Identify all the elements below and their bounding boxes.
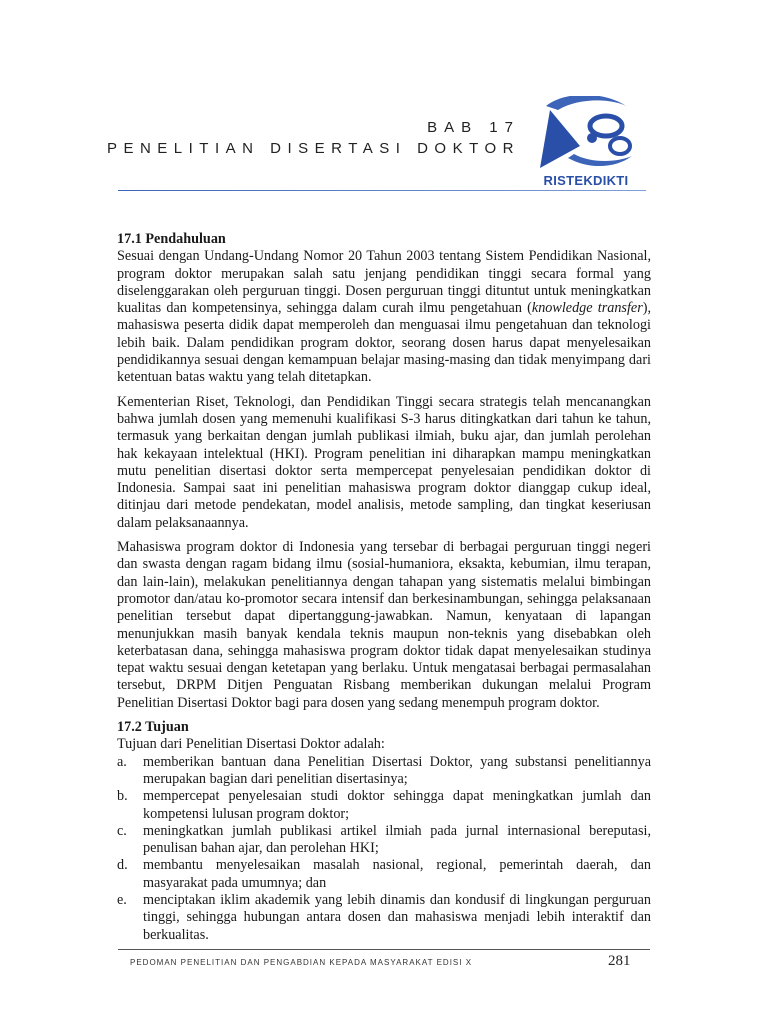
section-heading-tujuan: 17.2 Tujuan bbox=[117, 719, 189, 736]
chapter-number: BAB 17 bbox=[427, 119, 520, 136]
page-number: 281 bbox=[608, 953, 631, 969]
tujuan-list bbox=[117, 754, 651, 944]
list-item-text: membantu menyelesaikan masalah nasional, regional, pemerintah daerah, dan masyarakat pada umumnya; dan bbox=[143, 857, 651, 891]
section-heading-pendahuluan: 17.1 Pendahuluan bbox=[117, 231, 226, 247]
paragraph-2: Kementerian Riset, Teknologi, dan Pendidikan Tinggi secara strategis telah mencanangkan bahwa jumlah dosen yang memenuhi kualifikasi S-3 harus ditingkatkan dari tahun ke tahun, termasuk yang berkaitan dengan jumlah publikasi ilmiah, buku ajar, dan jumlah perolehan hak kekayaan intelektual (HKI). Program penelitian ini diharapkan mampu meningkatkan mutu penelitian disertasi doktor serta mempercepat penyelesaian pendidikan doktor di Indonesia. Sampai saat ini penelitian mahasiswa program doktor dianggap cukup ideal, ditinjau dari metode pendekatan, model analisis, metode sampling, dan tingkat keseriusan dalam pelaksanaannya. bbox=[117, 393, 651, 531]
list-marker: b. bbox=[117, 788, 128, 805]
list-item-text: mempercepat penyelesaian studi doktor sehingga dapat meningkatkan jumlah dan kompetensi lulusan program doktor; bbox=[143, 788, 651, 822]
list-item bbox=[117, 788, 651, 823]
list-item-text: menciptakan iklim akademik yang lebih dinamis dan kondusif di lingkungan perguruan tinggi, sehingga hubungan antara dosen dan mahasiswa menjadi lebih interaktif dan berkualitas. bbox=[143, 891, 651, 943]
paragraph-1-start: Sesuai dengan Undang-Undang Nomor 20 Tahun 2003 tentang Sistem Pendidikan Nasional, program doktor merupakan salah satu jenjang pendidikan tinggi secara formal yang diselenggarakan oleh perguruan tinggi. Dosen perguruan tinggi dituntut untuk meningkatkan kualitas dan kompetensinya, sehingga dalam curah ilmu pengetahuan ( bbox=[117, 248, 651, 317]
tujuan-intro: Tujuan dari Penelitian Disertasi Doktor adalah: bbox=[117, 736, 385, 753]
paragraph-1-italic: knowledge transfer bbox=[531, 300, 643, 317]
list-item bbox=[117, 823, 651, 858]
list-item-text: meningkatkan jumlah publikasi artikel ilmiah pada jurnal internasional bereputasi, penulisan bahan ajar, dan perolehan HKI; bbox=[143, 822, 651, 857]
list-item bbox=[117, 892, 651, 944]
list-item bbox=[117, 754, 651, 789]
footer-divider bbox=[118, 949, 650, 950]
logo-swoosh-icon bbox=[528, 96, 644, 176]
paragraph-3: Mahasiswa program doktor di Indonesia yang tersebar di berbagai perguruan tinggi negeri dan swasta dengan ragam bidang ilmu (sosial-humaniora, eksakta, kebumian, ilmu terapan, dan lain-lain), melakukan penelitiannya dengan tahapan yang sistematis melalui bimbingan promotor dan/atau ko-promotor secara intensif dan berkesinambungan, sehingga pelaksanaan penelitian tersebut dapat dipertanggung-jawabkan. Namun, kenyataan di lapangan menunjukkan masih banyak kendala teknis maupun non-teknis yang disebabkan oleh keterbatasan dana, sehingga mahasiswa program doktor tidak dapat menyelesaikan studinya tepat waktu sesuai dengan ketetapan yang berlaku. Untuk mengatasai berbagai permasalahan tersebut, DRPM Ditjen Penguatan Risbang memberikan dukungan melalui Program Penelitian Disertasi Doktor bagi para dosen yang sedang menempuh program doktor. bbox=[117, 539, 651, 711]
list-item-text: memberikan bantuan dana Penelitian Disertasi Doktor, yang substansi penelitiannya merupakan bagian dari penelitian disertasinya; bbox=[143, 753, 651, 787]
list-marker: c. bbox=[117, 822, 127, 839]
logo-text: RISTEKDIKTI bbox=[543, 173, 629, 188]
paragraph-1 bbox=[117, 248, 651, 386]
header-divider bbox=[118, 190, 646, 191]
list-marker: e. bbox=[117, 891, 127, 908]
ristekdikti-logo bbox=[528, 96, 644, 196]
page-content bbox=[117, 231, 651, 944]
chapter-header bbox=[107, 118, 520, 160]
footer-title: PEDOMAN PENELITIAN DAN PENGABDIAN KEPADA MASYARAKAT EDISI X bbox=[130, 958, 473, 967]
list-item bbox=[117, 857, 651, 892]
list-marker: a. bbox=[117, 753, 127, 770]
list-marker: d. bbox=[117, 857, 128, 874]
paragraph-1-end: ), mahasiswa peserta didik dapat memperoleh dan menguasai ilmu pengetahuan dan teknologi lebih baik. Dalam pendidikan program doktor, seorang dosen harus dapat menyelesaikan pendidikannya sesuai dengan kemampuan belajar masing-masing dan tidak menyimpang dari ketentuan batas waktu yang telah ditetapkan. bbox=[117, 300, 651, 386]
chapter-title: PENELITIAN DISERTASI DOKTOR bbox=[106, 140, 520, 157]
